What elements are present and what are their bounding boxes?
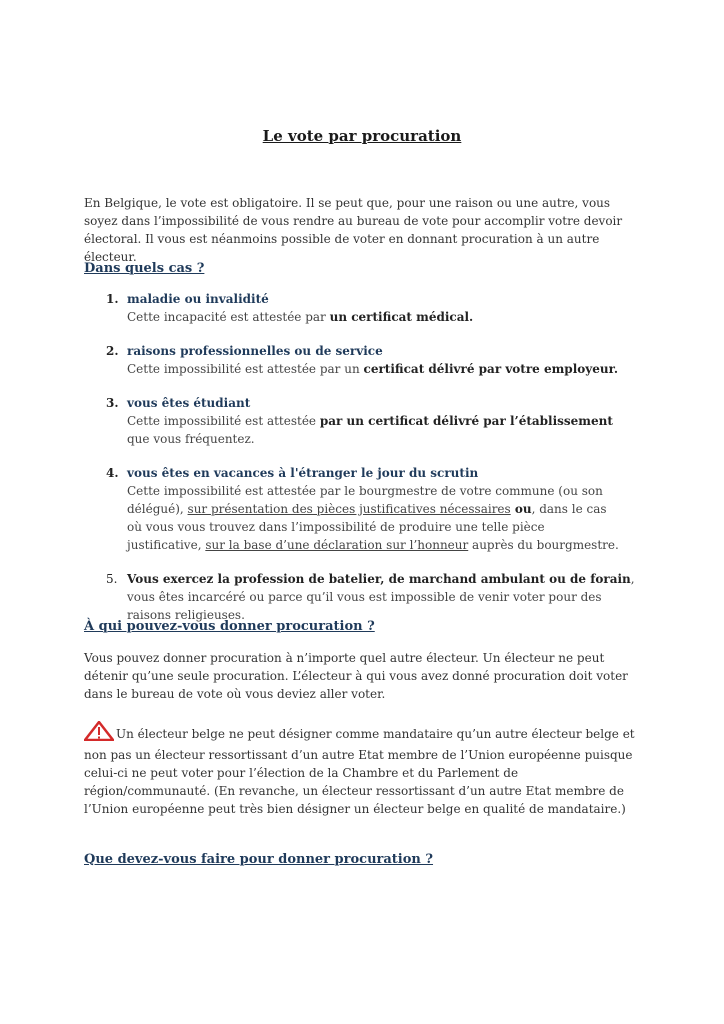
list-item-number: 3. xyxy=(106,396,119,410)
page-title: Le vote par procuration xyxy=(262,127,462,145)
list-item-number: 2. xyxy=(106,344,119,358)
intro-paragraph: En Belgique, le vote est obligatoire. Il se peut que, pour une raison ou une autre, vous soyez dans l’impossibilité de vous rendre au bureau de vote pour accomplir votre devoir électoral. Il vous est néanmoins possible de voter en donnant procuration à un autre électeur. xyxy=(84,196,623,264)
list-item-number: 4. xyxy=(106,466,119,480)
who-paragraph: Vous pouvez donner procuration à n’importe quel autre électeur. Un électeur ne peut détenir qu’une seule procuration. L’électeur à qui vous avez donné procuration doit voter dans le bureau de vote où vous deviez aller voter. xyxy=(84,651,628,701)
list-item-number: 1. xyxy=(106,292,119,306)
section-heading-who: À qui pouvez-vous donner procuration ? xyxy=(84,619,375,634)
list-item-description: Cette impossibilité est attestée par un certificat délivré par l’établissement que vous fréquentez. xyxy=(127,414,613,446)
section-heading-cases: Dans quels cas ? xyxy=(84,261,205,276)
list-item-description: Cette impossibilité est attestée par le bourgmestre de votre commune (ou son délégué), sur présentation des pièces justificatives nécessaires ou, dans le cas où vous vous trouvez dans l’impossibilité de produire une telle pièce justificative, sur la base d’une déclaration sur l’honneur auprès du bourgmestre. xyxy=(127,484,619,552)
section-heading-how: Que devez-vous faire pour donner procuration ? xyxy=(84,852,434,867)
list-item-title: vous êtes en vacances à l'étranger le jour du scrutin xyxy=(127,466,479,480)
list-item-title: raisons professionnelles ou de service xyxy=(127,344,383,358)
list-item-title: vous êtes étudiant xyxy=(127,396,251,410)
warning-triangle-icon xyxy=(84,721,114,746)
warning-paragraph: Un électeur belge ne peut désigner comme mandataire qu’un autre électeur belge et non pas un électeur ressortissant d’un autre Etat membre de l’Union européenne puisque celui-ci ne peut voter pour l’élection de la Chambre et du Parlement de région/communauté. (En revanche, un électeur ressortissant d’un autre Etat membre de l’Union européenne peut très bien désigner un électeur belge en qualité de mandataire.) xyxy=(84,721,644,818)
list-item-description: Cette incapacité est attestée par un certificat médical. xyxy=(127,310,474,324)
list-item-description: Cette impossibilité est attestée par un certificat délivré par votre employeur. xyxy=(127,362,618,376)
list-item-description: Vous exercez la profession de batelier, de marchand ambulant ou de forain, vous êtes incarcéré ou parce qu’il vous est impossible de venir voter pour des raisons religieuses. xyxy=(127,572,635,622)
list-item-title: maladie ou invalidité xyxy=(127,292,269,306)
list-item-number: 5. xyxy=(106,572,118,586)
